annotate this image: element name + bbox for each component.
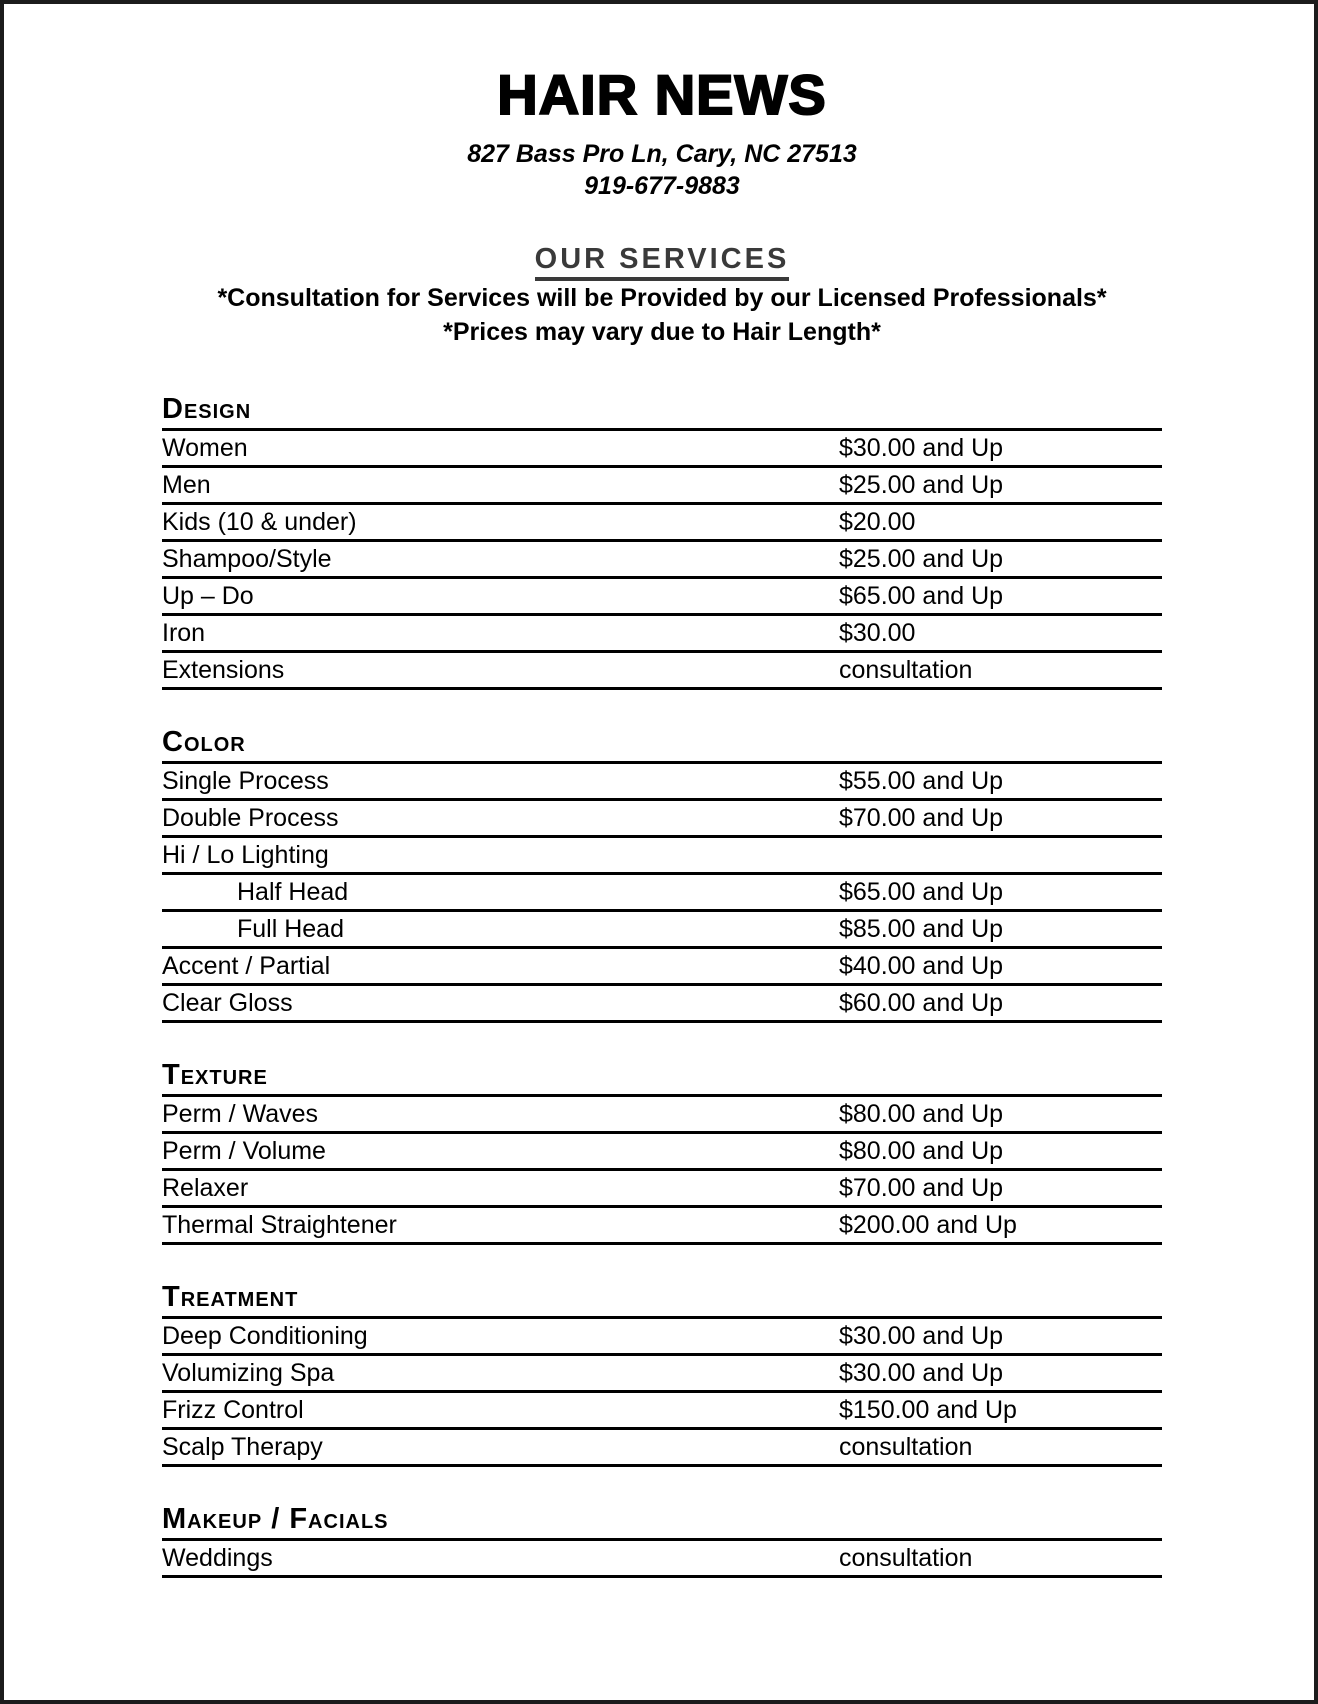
service-price: $65.00 and Up <box>839 582 1004 610</box>
salon-header <box>162 64 1162 202</box>
service-section <box>162 1059 1162 1245</box>
service-name: Up – Do <box>162 582 254 610</box>
service-section <box>162 393 1162 690</box>
service-row <box>162 1171 1162 1208</box>
service-row <box>162 1134 1162 1171</box>
services-note-consultation: *Consultation for Services will be Provided by our Licensed Professionals* <box>217 284 1107 312</box>
section-title: Design <box>162 393 1162 431</box>
section-rows <box>162 1097 1162 1245</box>
service-name: Half Head <box>237 878 349 906</box>
services-heading: OUR SERVICES <box>535 242 790 281</box>
service-name: Scalp Therapy <box>162 1433 323 1461</box>
service-price: $40.00 and Up <box>839 952 1004 980</box>
service-name: Men <box>162 471 211 499</box>
service-name: Relaxer <box>162 1174 249 1202</box>
service-price: $30.00 <box>839 619 916 647</box>
service-name: Full Head <box>237 915 344 943</box>
section-rows <box>162 764 1162 1023</box>
section-rows <box>162 1319 1162 1467</box>
service-name: Perm / Volume <box>162 1137 326 1165</box>
service-name: Frizz Control <box>162 1396 304 1424</box>
service-row <box>162 1208 1162 1245</box>
service-price: $55.00 and Up <box>839 767 1004 795</box>
service-row <box>162 1430 1162 1467</box>
sections <box>162 393 1162 1578</box>
service-row <box>162 542 1162 579</box>
service-section <box>162 1503 1162 1578</box>
service-row <box>162 838 1162 875</box>
service-row <box>162 579 1162 616</box>
service-row <box>162 801 1162 838</box>
services-heading-block <box>162 242 1162 349</box>
service-price: $25.00 and Up <box>839 545 1004 573</box>
service-name: Iron <box>162 619 206 647</box>
service-section <box>162 726 1162 1023</box>
service-row <box>162 431 1162 468</box>
service-name: Extensions <box>162 656 285 684</box>
salon-title: HAIR NEWS <box>497 63 827 126</box>
service-name: Double Process <box>162 804 339 832</box>
service-name: Perm / Waves <box>162 1100 319 1128</box>
service-row <box>162 986 1162 1023</box>
service-price: $60.00 and Up <box>839 989 1004 1017</box>
service-name: Shampoo/Style <box>162 545 332 573</box>
service-row <box>162 912 1162 949</box>
salon-address: 827 Bass Pro Ln, Cary, NC 27513 <box>467 140 857 168</box>
service-price: $30.00 and Up <box>839 434 1004 462</box>
service-row <box>162 1541 1162 1578</box>
service-row <box>162 505 1162 542</box>
section-title: Treatment <box>162 1281 1162 1319</box>
service-row <box>162 949 1162 986</box>
service-row <box>162 468 1162 505</box>
services-note-prices: *Prices may vary due to Hair Length* <box>443 318 881 346</box>
section-rows <box>162 1541 1162 1578</box>
service-price: $80.00 and Up <box>839 1100 1004 1128</box>
service-row <box>162 764 1162 801</box>
service-price: $20.00 <box>839 508 916 536</box>
service-price: $150.00 and Up <box>839 1396 1017 1424</box>
service-price: $85.00 and Up <box>839 915 1004 943</box>
service-price: $65.00 and Up <box>839 878 1004 906</box>
service-price: $30.00 and Up <box>839 1322 1004 1350</box>
service-row <box>162 1097 1162 1134</box>
service-name: Clear Gloss <box>162 989 293 1017</box>
service-row <box>162 875 1162 912</box>
salon-phone: 919-677-9883 <box>584 172 740 200</box>
service-name: Hi / Lo Lighting <box>162 841 329 869</box>
service-name: Weddings <box>162 1544 273 1572</box>
service-name: Volumizing Spa <box>162 1359 335 1387</box>
service-section <box>162 1281 1162 1467</box>
service-price: $70.00 and Up <box>839 804 1004 832</box>
service-price: $70.00 and Up <box>839 1174 1004 1202</box>
service-name: Accent / Partial <box>162 952 331 980</box>
service-price: $200.00 and Up <box>839 1211 1017 1239</box>
service-price: $25.00 and Up <box>839 471 1004 499</box>
service-price: $30.00 and Up <box>839 1359 1004 1387</box>
section-title: Color <box>162 726 1162 764</box>
service-row <box>162 616 1162 653</box>
service-row <box>162 1319 1162 1356</box>
service-name: Thermal Straightener <box>162 1211 397 1239</box>
section-rows <box>162 431 1162 690</box>
service-name: Women <box>162 434 248 462</box>
service-name: Kids (10 & under) <box>162 508 357 536</box>
service-row <box>162 653 1162 690</box>
section-title: Texture <box>162 1059 1162 1097</box>
service-price: consultation <box>839 1544 973 1572</box>
service-name: Single Process <box>162 767 329 795</box>
service-row <box>162 1393 1162 1430</box>
service-name: Deep Conditioning <box>162 1322 368 1350</box>
service-price: $80.00 and Up <box>839 1137 1004 1165</box>
service-price: consultation <box>839 1433 973 1461</box>
section-title: Makeup / Facials <box>162 1503 1162 1541</box>
service-row <box>162 1356 1162 1393</box>
service-price: consultation <box>839 656 973 684</box>
